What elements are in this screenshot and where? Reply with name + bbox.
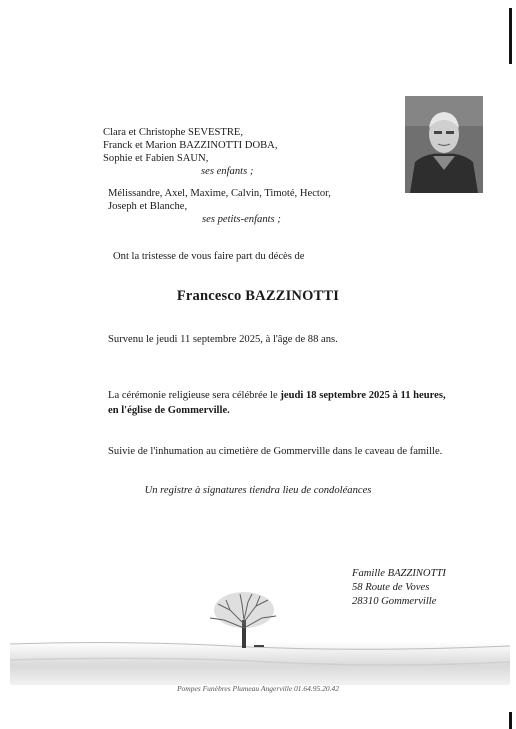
ceremony-place: en l'église de Gommerville. — [108, 405, 230, 416]
funeral-home-footer: Pompes Funèbres Plumeau Angerville 01.64.95.20.42 — [176, 684, 340, 693]
ceremony-text — [108, 388, 508, 418]
ceremony-date-time: jeudi 18 septembre 2025 à 11 heures, — [280, 390, 446, 401]
deceased-last-name: BAZZINOTTI — [245, 288, 340, 304]
children-line: Sophie et Fabien SAUN, — [103, 153, 209, 164]
signature-city: 28310 Gommerville — [352, 596, 437, 607]
winter-tree-landscape — [10, 590, 510, 685]
announcement-text: Ont la tristesse de vous faire part du décès de — [113, 251, 305, 262]
grandchildren-caption: ses petits-enfants ; — [202, 214, 281, 225]
ceremony-prefix: La cérémonie religieuse sera célébrée le — [108, 390, 281, 401]
signature-family: Famille BAZZINOTTI — [352, 568, 446, 579]
grandchildren-line: Joseph et Blanche, — [108, 201, 188, 212]
grandchildren-line: Mélissandre, Axel, Maxime, Calvin, Timoté, Hector, — [108, 188, 331, 199]
scan-edge-mark-top — [509, 8, 512, 64]
deceased-name — [0, 288, 516, 305]
children-caption: ses enfants ; — [201, 166, 254, 177]
scan-edge-mark-bottom — [509, 712, 512, 729]
signature-street: 58 Route de Voves — [352, 582, 430, 593]
children-line: Clara et Christophe SEVESTRE, — [103, 127, 244, 138]
registry-text: Un registre à signatures tiendra lieu de condoléances — [144, 485, 372, 496]
death-date-text: Survenu le jeudi 11 septembre 2025, à l'âge de 88 ans. — [108, 334, 338, 345]
grandchildren-list — [108, 187, 331, 226]
children-line: Franck et Marion BAZZINOTTI DOBA, — [103, 140, 278, 151]
children-list — [103, 126, 277, 178]
deceased-first-name: Francesco — [176, 288, 242, 304]
burial-text: Suivie de l'inhumation au cimetière de Gommerville dans le caveau de famille. — [108, 446, 443, 457]
portrait-photo — [405, 96, 483, 193]
